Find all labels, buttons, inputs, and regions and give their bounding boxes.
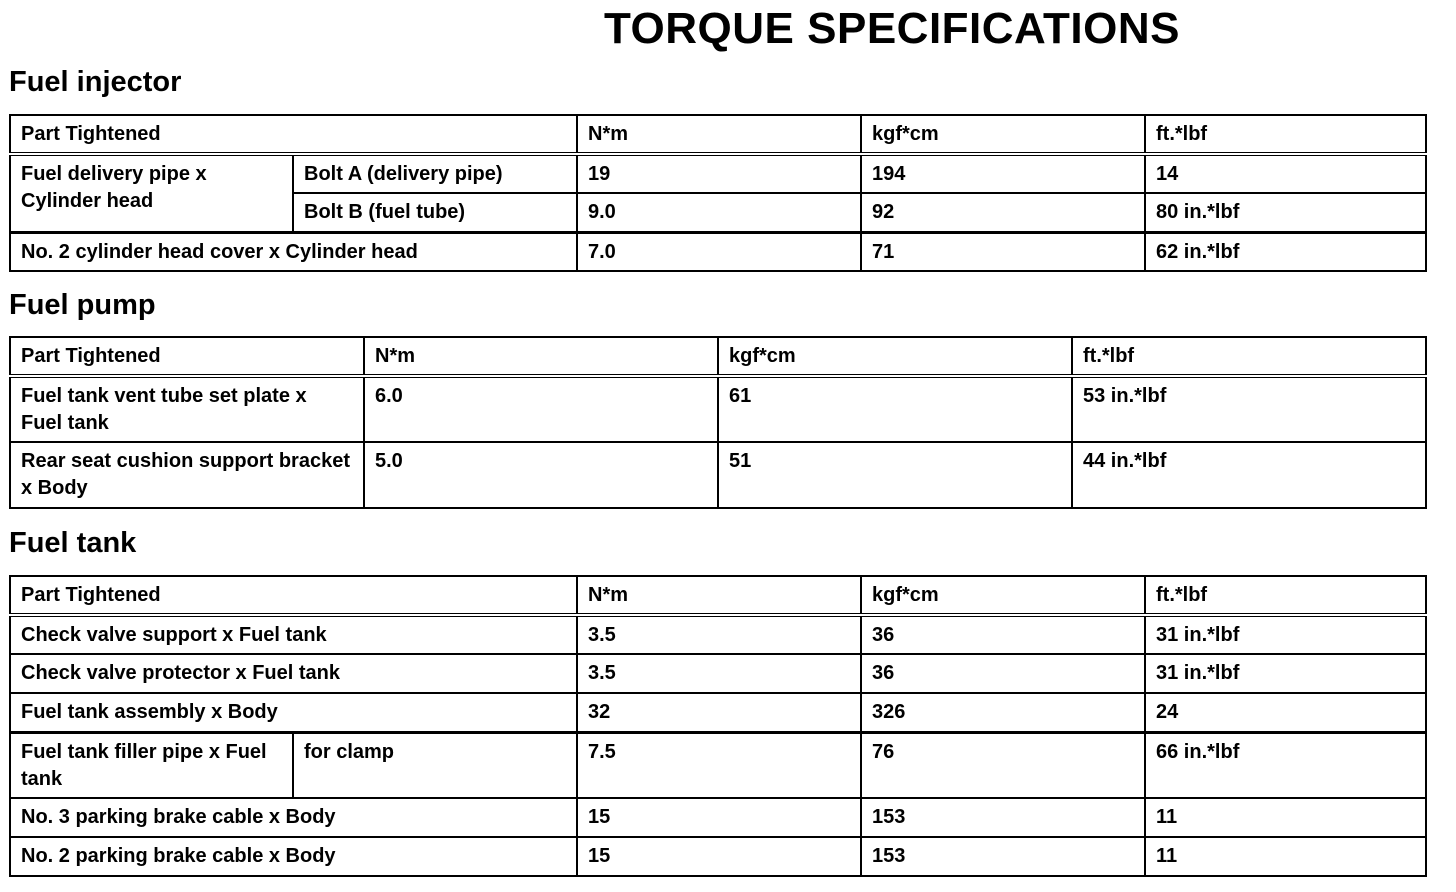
header-nm: N*m	[577, 576, 861, 615]
section-title-fuel-tank: Fuel tank	[9, 527, 137, 559]
cell-kgf: 51	[718, 442, 1072, 508]
header-kgf: kgf*cm	[861, 576, 1145, 615]
cell-part: Check valve support x Fuel tank	[10, 615, 577, 654]
cell-part: Fuel delivery pipe x Cylinder head	[10, 154, 293, 232]
fuel-tank-table	[9, 575, 1427, 877]
cell-kgf: 194	[861, 154, 1145, 193]
cell-ftlbf: 31 in.*lbf	[1145, 654, 1426, 693]
cell-ftlbf: 80 in.*lbf	[1145, 193, 1426, 232]
cell-nm: 15	[577, 798, 861, 837]
cell-kgf: 92	[861, 193, 1145, 232]
cell-ftlbf: 11	[1145, 837, 1426, 876]
cell-part: No. 2 cylinder head cover x Cylinder head	[10, 232, 577, 271]
fuel-pump-table	[9, 336, 1427, 509]
cell-part: No. 2 parking brake cable x Body	[10, 837, 577, 876]
cell-ftlbf: 53 in.*lbf	[1072, 376, 1426, 442]
cell-nm: 6.0	[364, 376, 718, 442]
cell-kgf: 61	[718, 376, 1072, 442]
cell-part: No. 3 parking brake cable x Body	[10, 798, 577, 837]
cell-ftlbf: 14	[1145, 154, 1426, 193]
cell-nm: 3.5	[577, 654, 861, 693]
cell-ftlbf: 44 in.*lbf	[1072, 442, 1426, 508]
header-ftlbf: ft.*lbf	[1145, 576, 1426, 615]
cell-nm: 19	[577, 154, 861, 193]
cell-ftlbf: 66 in.*lbf	[1145, 732, 1426, 798]
cell-part: Fuel tank filler pipe x Fuel tank	[10, 732, 293, 798]
header-nm: N*m	[364, 337, 718, 376]
cell-nm: 5.0	[364, 442, 718, 508]
cell-sub: Bolt B (fuel tube)	[293, 193, 577, 232]
section-title-fuel-injector: Fuel injector	[9, 66, 182, 98]
cell-part: Check valve protector x Fuel tank	[10, 654, 577, 693]
cell-ftlbf: 24	[1145, 693, 1426, 732]
cell-nm: 7.0	[577, 232, 861, 271]
cell-sub: for clamp	[293, 732, 577, 798]
fuel-injector-table	[9, 114, 1427, 272]
cell-sub: Bolt A (delivery pipe)	[293, 154, 577, 193]
header-part: Part Tightened	[10, 337, 364, 376]
cell-ftlbf: 11	[1145, 798, 1426, 837]
header-part: Part Tightened	[10, 115, 577, 154]
cell-part: Fuel tank assembly x Body	[10, 693, 577, 732]
cell-kgf: 76	[861, 732, 1145, 798]
page-title: TORQUE SPECIFICATIONS	[603, 4, 1181, 53]
cell-nm: 7.5	[577, 732, 861, 798]
cell-part: Rear seat cushion support bracket x Body	[10, 442, 364, 508]
header-ftlbf: ft.*lbf	[1145, 115, 1426, 154]
section-title-fuel-pump: Fuel pump	[9, 289, 156, 321]
cell-kgf: 71	[861, 232, 1145, 271]
header-part: Part Tightened	[10, 576, 577, 615]
cell-nm: 9.0	[577, 193, 861, 232]
cell-kgf: 153	[861, 837, 1145, 876]
cell-ftlbf: 62 in.*lbf	[1145, 232, 1426, 271]
cell-part: Fuel tank vent tube set plate x Fuel tank	[10, 376, 364, 442]
header-kgf: kgf*cm	[718, 337, 1072, 376]
cell-kgf: 36	[861, 654, 1145, 693]
cell-kgf: 326	[861, 693, 1145, 732]
header-nm: N*m	[577, 115, 861, 154]
header-kgf: kgf*cm	[861, 115, 1145, 154]
cell-nm: 3.5	[577, 615, 861, 654]
header-ftlbf: ft.*lbf	[1072, 337, 1426, 376]
cell-nm: 15	[577, 837, 861, 876]
cell-kgf: 36	[861, 615, 1145, 654]
cell-nm: 32	[577, 693, 861, 732]
cell-kgf: 153	[861, 798, 1145, 837]
cell-ftlbf: 31 in.*lbf	[1145, 615, 1426, 654]
